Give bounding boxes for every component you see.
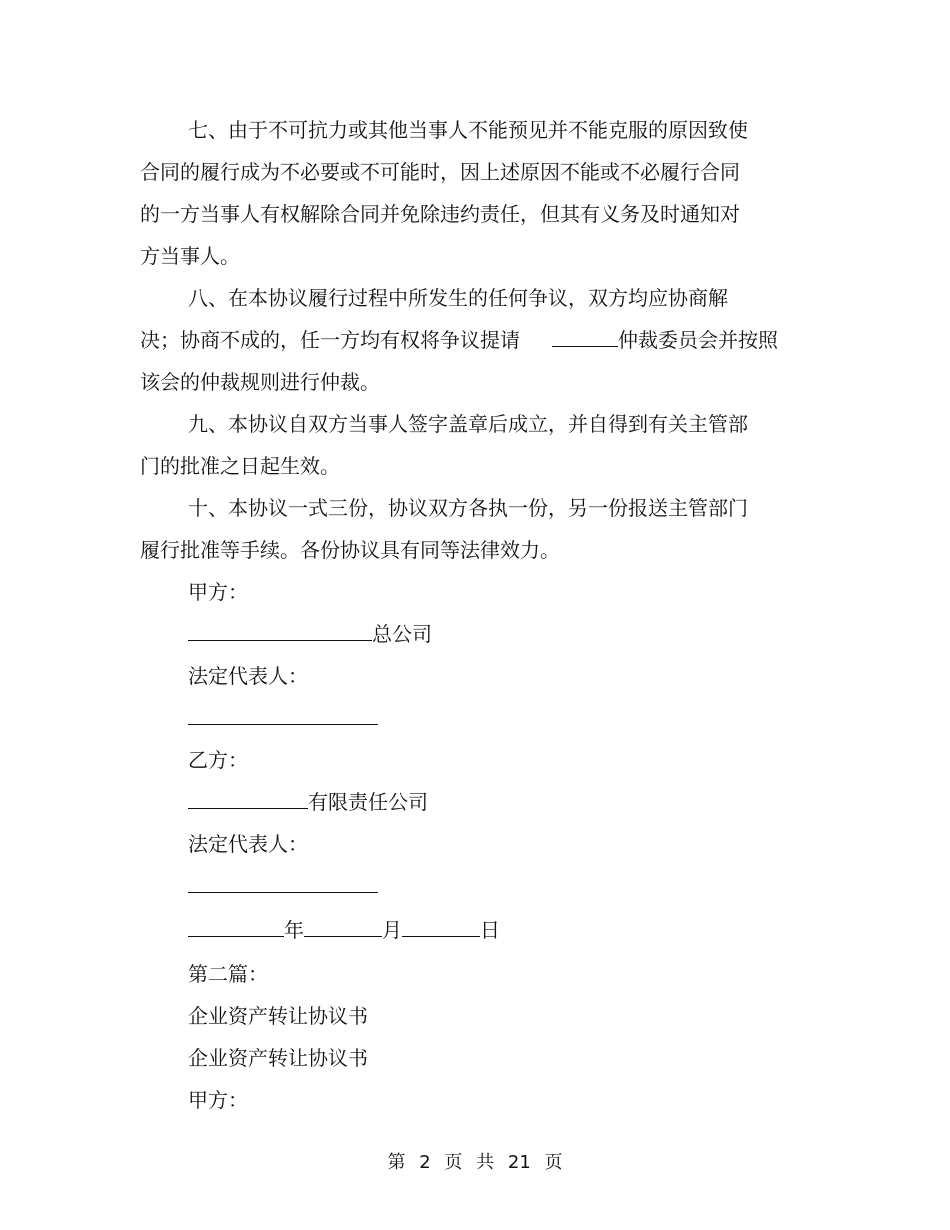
year-blank[interactable] xyxy=(188,916,284,937)
para9-line1: 九、本协议自双方当事人签字盖章后成立，并自得到有关主管部 xyxy=(188,412,748,436)
party-b-company-line xyxy=(188,788,428,816)
party-a-rep-blank[interactable] xyxy=(188,704,378,725)
month-label: 月 xyxy=(382,918,402,942)
second-party-a-label: 甲方： xyxy=(188,1088,248,1112)
party-b-label: 乙方： xyxy=(188,748,248,772)
party-b-rep-label: 法定代表人： xyxy=(188,832,308,856)
para8-line3: 该会的仲裁规则进行仲裁。 xyxy=(140,370,380,394)
party-b-rep-line xyxy=(188,872,378,900)
para9-line2: 门的批准之日起生效。 xyxy=(140,454,340,478)
para7-line4: 方当事人。 xyxy=(140,244,240,268)
footer-ye: 页 xyxy=(444,1152,463,1173)
month-blank[interactable] xyxy=(304,916,382,937)
para8-line2-before: 决；协商不成的，任一方均有权将争议提请 xyxy=(140,328,520,352)
footer-total-pages: 21 xyxy=(507,1152,531,1173)
party-b-company-suffix: 有限责任公司 xyxy=(308,790,428,814)
year-label: 年 xyxy=(284,918,304,942)
arbitration-blank[interactable] xyxy=(552,326,618,347)
para10-line1: 十、本协议一式三份，协议双方各执一份，另一份报送主管部门 xyxy=(188,496,748,520)
para7-line2: 合同的履行成为不必要或不可能时，因上述原因不能或不必履行合同 xyxy=(140,160,740,184)
day-label: 日 xyxy=(480,918,500,942)
party-b-rep-blank[interactable] xyxy=(188,872,378,893)
para8-line2 xyxy=(140,326,778,354)
para8-line2-after: 仲裁委员会并按照 xyxy=(618,328,778,352)
para10-line2: 履行批准等手续。各份协议具有同等法律效力。 xyxy=(140,538,560,562)
second-title-2: 企业资产转让协议书 xyxy=(188,1046,368,1070)
date-line xyxy=(188,916,500,944)
para8-line1: 八、在本协议履行过程中所发生的任何争议，双方均应协商解 xyxy=(188,286,728,310)
day-blank[interactable] xyxy=(402,916,480,937)
party-a-rep-line xyxy=(188,704,378,732)
para7-line3: 的一方当事人有权解除合同并免除违约责任，但其有义务及时通知对 xyxy=(140,202,740,226)
chapter-label: 第二篇： xyxy=(188,962,268,986)
footer-gong: 共 xyxy=(476,1152,495,1173)
footer-page-number: 2 xyxy=(419,1152,431,1173)
party-b-company-blank[interactable] xyxy=(188,788,308,809)
footer-di: 第 xyxy=(387,1152,406,1173)
party-a-company-suffix: 总公司 xyxy=(372,622,432,646)
party-a-label: 甲方： xyxy=(188,580,248,604)
page-footer xyxy=(0,1150,950,1176)
party-a-company-line xyxy=(188,620,432,648)
second-title-1: 企业资产转让协议书 xyxy=(188,1004,368,1028)
footer-ye2: 页 xyxy=(544,1152,563,1173)
party-a-rep-label: 法定代表人： xyxy=(188,664,308,688)
party-a-company-blank[interactable] xyxy=(188,620,372,641)
para7-line1: 七、由于不可抗力或其他当事人不能预见并不能克服的原因致使 xyxy=(188,118,748,142)
